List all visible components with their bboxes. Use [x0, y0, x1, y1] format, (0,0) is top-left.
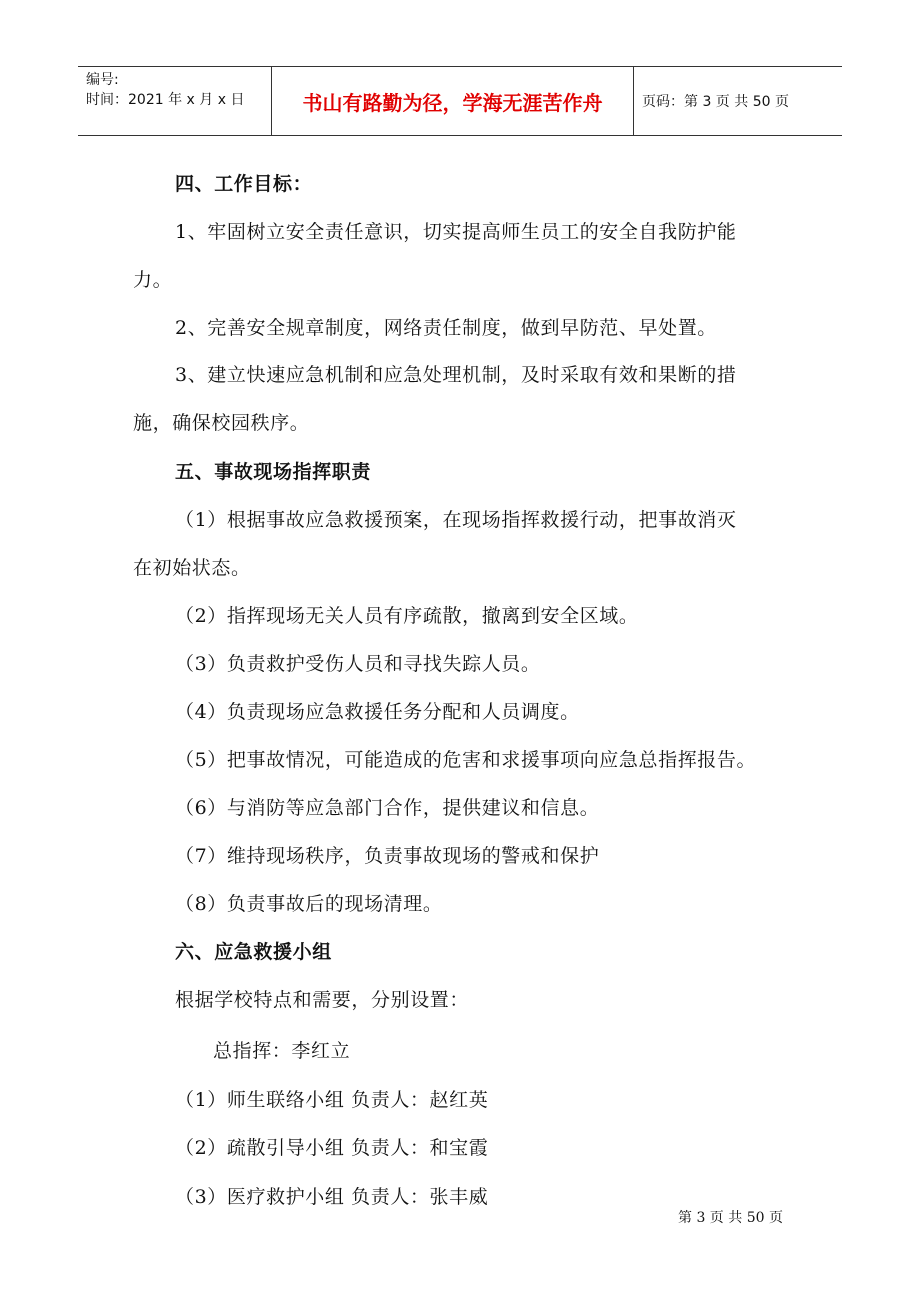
paragraph-line: 3、建立快速应急机制和应急处理机制，及时采取有效和果断的措 — [175, 364, 737, 386]
paragraph-line: 根据学校特点和需要，分别设置： — [175, 989, 470, 1011]
header-page-code: 页码：第 3 页 共 50 页 — [642, 94, 789, 110]
page-footer: 第 3 页 共 50 页 — [678, 1210, 783, 1226]
section-heading-goals: 四、工作目标： — [175, 173, 313, 195]
header-number-label: 编号: — [86, 72, 119, 88]
paragraph-line: （6）与消防等应急部门合作，提供建议和信息。 — [175, 797, 600, 819]
paragraph-line: （3）负责救护受伤人员和寻找失踪人员。 — [175, 653, 541, 675]
paragraph-line: （1）师生联络小组 负责人：赵红英 — [175, 1089, 489, 1111]
paragraph-line: （2）疏散引导小组 负责人：和宝霞 — [175, 1137, 489, 1159]
paragraph-line: 施，确保校园秩序。 — [133, 412, 310, 434]
paragraph-line: 总指挥：李红立 — [213, 1040, 351, 1062]
header-meta — [78, 67, 272, 135]
section-heading-command: 五、事故现场指挥职责 — [175, 461, 372, 483]
paragraph-line: 1、牢固树立安全责任意识，切实提高师生员工的安全自我防护能 — [175, 221, 737, 243]
page-header — [78, 66, 842, 136]
paragraph-line: （1）根据事故应急救援预案，在现场指挥救援行动，把事故消灭 — [175, 509, 737, 531]
paragraph-line: （2）指挥现场无关人员有序疏散，撤离到安全区域。 — [175, 605, 639, 627]
section-heading-rescue-groups: 六、应急救援小组 — [175, 941, 332, 963]
paragraph-line: （5）把事故情况，可能造成的危害和求援事项向应急总指挥报告。 — [175, 749, 757, 771]
paragraph-line: 力。 — [133, 269, 173, 291]
paragraph-line: （8）负责事故后的现场清理。 — [175, 893, 443, 915]
paragraph-line: （7）维持现场秩序，负责事故现场的警戒和保护 — [175, 845, 600, 867]
paragraph-line: 在初始状态。 — [133, 557, 251, 579]
paragraph-line: （3）医疗救护小组 负责人：张丰威 — [175, 1186, 489, 1208]
paragraph-line: 2、完善安全规章制度，网络责任制度，做到早防范、早处置。 — [175, 317, 717, 339]
header-motto: 书山有路勤为径，学海无涯苦作舟 — [272, 67, 634, 135]
header-time-label: 时间：2021 年 x 月 x 日 — [86, 92, 245, 108]
paragraph-line: （4）负责现场应急救援任务分配和人员调度。 — [175, 701, 580, 723]
